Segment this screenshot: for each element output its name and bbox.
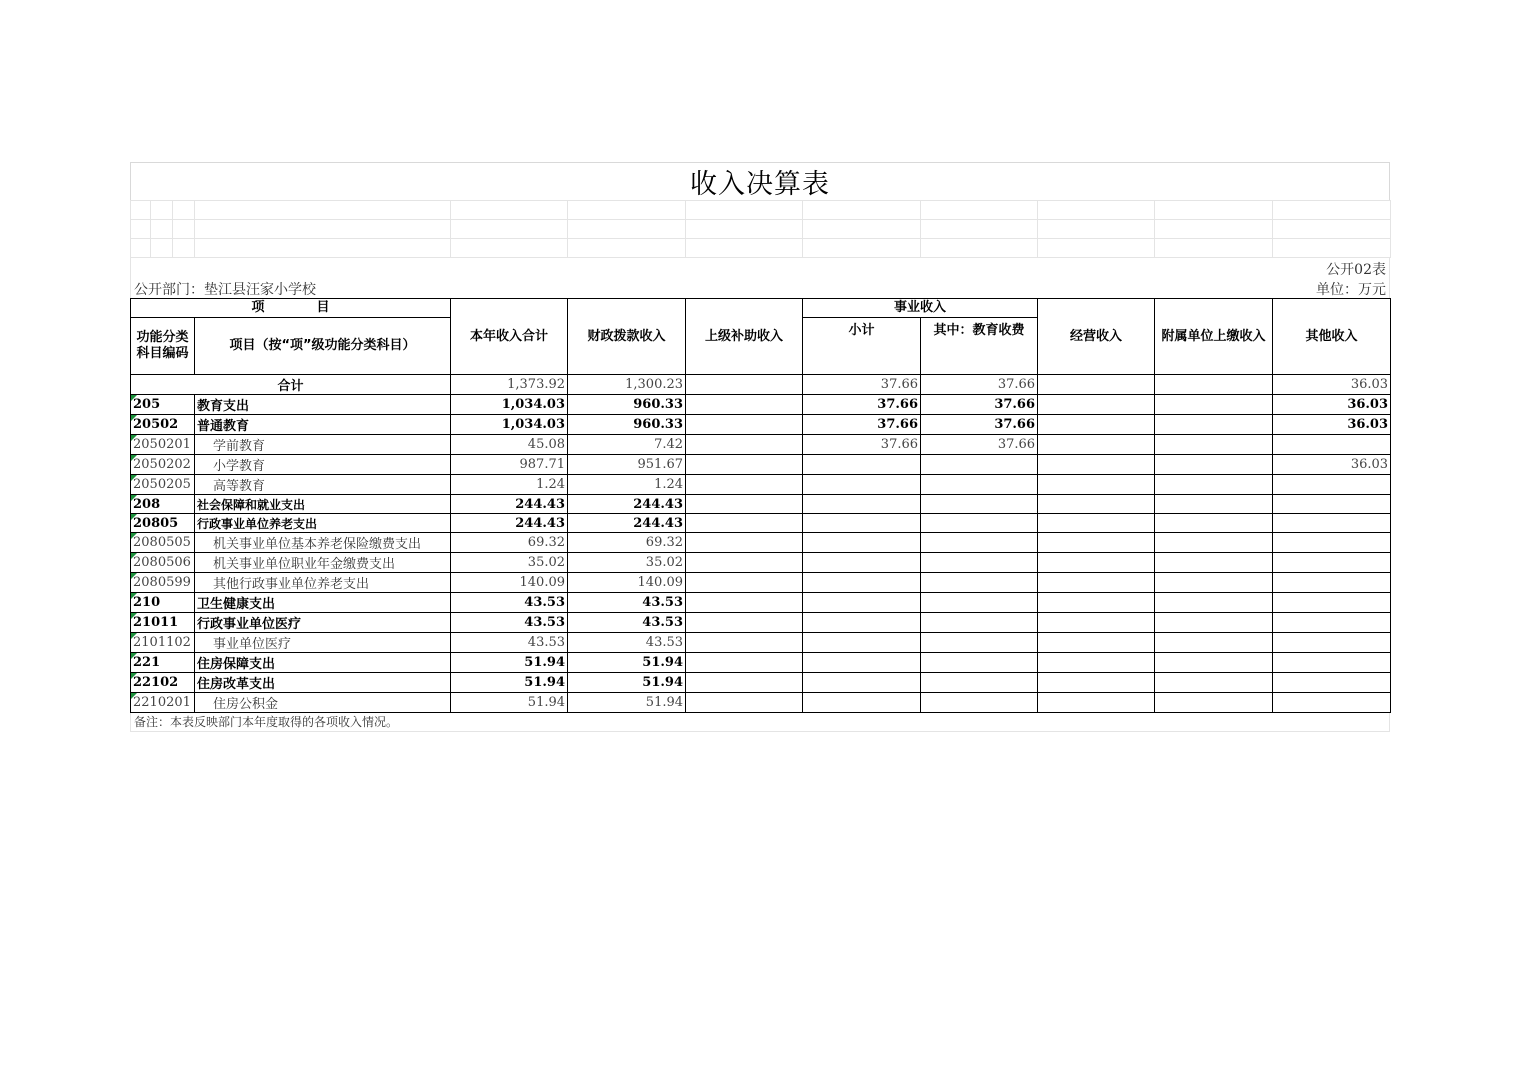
- cell-total: 244.43: [451, 514, 568, 533]
- cell-operating: [1038, 514, 1155, 533]
- cell-subtotal: [803, 495, 921, 514]
- cell-flag-icon: [131, 395, 137, 401]
- cell-name: 行政事业单位医疗: [195, 613, 451, 633]
- cell-affiliated: [1155, 553, 1273, 573]
- cell-affiliated: [1155, 375, 1273, 395]
- cell-edu-fee: [921, 653, 1038, 673]
- cell-fiscal: 51.94: [568, 673, 686, 693]
- cell-subtotal: 37.66: [803, 395, 921, 415]
- cell-name: 机关事业单位职业年金缴费支出: [195, 553, 451, 573]
- cell-name: 住房保障支出: [195, 653, 451, 673]
- cell-operating: [1038, 673, 1155, 693]
- cell-fiscal: 140.09: [568, 573, 686, 593]
- cell-fiscal: 51.94: [568, 653, 686, 673]
- cell-other: [1273, 514, 1391, 533]
- cell-flag-icon: [131, 553, 137, 559]
- cell-fiscal: 7.42: [568, 435, 686, 455]
- cell-flag-icon: [131, 415, 137, 421]
- table-row: [131, 613, 1391, 633]
- cell-total: 43.53: [451, 593, 568, 613]
- cell-code: 2080505: [131, 533, 195, 553]
- cell-code: 221: [131, 653, 195, 673]
- cell-code: 2080506: [131, 553, 195, 573]
- header-edu-fee: 其中：教育收费: [921, 318, 1038, 345]
- cell-other: [1273, 435, 1391, 455]
- header-subtotal: 小计: [803, 318, 921, 345]
- cell-edu-fee: 37.66: [921, 375, 1038, 395]
- cell-subtotal: 37.66: [803, 415, 921, 435]
- cell-subtotal: [803, 514, 921, 533]
- cell-other: 36.03: [1273, 415, 1391, 435]
- cell-subtotal: [803, 653, 921, 673]
- cell-flag-icon: [131, 435, 137, 441]
- cell-subtotal: 37.66: [803, 435, 921, 455]
- cell-operating: [1038, 693, 1155, 713]
- cell-affiliated: [1155, 633, 1273, 653]
- cell-superior: [686, 495, 803, 514]
- cell-total: 1.24: [451, 475, 568, 495]
- cell-code: 2210201: [131, 693, 195, 713]
- table-row: [131, 673, 1391, 693]
- department-row: [130, 278, 1390, 298]
- cell-total: 51.94: [451, 673, 568, 693]
- cell-affiliated: [1155, 415, 1273, 435]
- cell-edu-fee: 37.66: [921, 395, 1038, 415]
- cell-name: 行政事业单位养老支出: [195, 514, 451, 533]
- cell-affiliated: [1155, 593, 1273, 613]
- cell-other: 36.03: [1273, 455, 1391, 475]
- cell-flag-icon: [131, 593, 137, 599]
- cell-edu-fee: [921, 475, 1038, 495]
- cell-affiliated: [1155, 693, 1273, 713]
- cell-total: 51.94: [451, 653, 568, 673]
- cell-code: 2050205: [131, 475, 195, 495]
- cell-subtotal: [803, 553, 921, 573]
- cell-name: 其他行政事业单位养老支出: [195, 573, 451, 593]
- cell-edu-fee: [921, 633, 1038, 653]
- cell-fiscal: 35.02: [568, 553, 686, 573]
- unit-label: 单位：万元: [1316, 282, 1386, 298]
- cell-total: 1,034.03: [451, 395, 568, 415]
- cell-affiliated: [1155, 455, 1273, 475]
- cell-other: [1273, 613, 1391, 633]
- cell-name: 住房改革支出: [195, 673, 451, 693]
- cell-other: 36.03: [1273, 395, 1391, 415]
- cell-name: 住房公积金: [195, 693, 451, 713]
- cell-edu-fee: [921, 455, 1038, 475]
- cell-operating: [1038, 553, 1155, 573]
- cell-superior: [686, 514, 803, 533]
- cell-flag-icon: [131, 633, 137, 639]
- cell-flag-icon: [131, 495, 137, 501]
- cell-affiliated: [1155, 475, 1273, 495]
- cell-superior: [686, 475, 803, 495]
- cell-edu-fee: [921, 693, 1038, 713]
- cell-fiscal: 960.33: [568, 415, 686, 435]
- cell-superior: [686, 375, 803, 395]
- cell-fiscal: 244.43: [568, 495, 686, 514]
- cell-superior: [686, 593, 803, 613]
- cell-operating: [1038, 455, 1155, 475]
- cell-flag-icon: [131, 613, 137, 619]
- cell-flag-icon: [131, 693, 137, 699]
- table-row: [131, 553, 1391, 573]
- cell-fiscal: 244.43: [568, 514, 686, 533]
- blank-grid: [130, 200, 1391, 258]
- cell-affiliated: [1155, 533, 1273, 553]
- cell-subtotal: [803, 633, 921, 653]
- table-row: [131, 533, 1391, 553]
- cell-total: 45.08: [451, 435, 568, 455]
- cell-superior: [686, 573, 803, 593]
- cell-edu-fee: [921, 613, 1038, 633]
- cell-code: 210: [131, 593, 195, 613]
- cell-superior: [686, 653, 803, 673]
- cell-subtotal: [803, 593, 921, 613]
- footnote: 备注：本表反映部门本年度取得的各项收入情况。: [130, 713, 1390, 732]
- cell-code: 2050202: [131, 455, 195, 475]
- cell-fiscal: 1.24: [568, 475, 686, 495]
- cell-operating: [1038, 375, 1155, 395]
- cell-total: 1,034.03: [451, 415, 568, 435]
- table-row: [131, 455, 1391, 475]
- table-row: [131, 653, 1391, 673]
- total-row: [131, 375, 1391, 395]
- header-name: 项目（按“项”级功能分类科目）: [195, 318, 451, 375]
- cell-affiliated: [1155, 395, 1273, 415]
- header-operating: 经营收入: [1038, 299, 1155, 375]
- cell-code: 2101102: [131, 633, 195, 653]
- cell-total: 987.71: [451, 455, 568, 475]
- cell-edu-fee: [921, 573, 1038, 593]
- cell-operating: [1038, 593, 1155, 613]
- cell-superior: [686, 553, 803, 573]
- header-business: 事业收入: [803, 299, 1038, 318]
- cell-other: [1273, 495, 1391, 514]
- cell-code: 21011: [131, 613, 195, 633]
- cell-other: [1273, 573, 1391, 593]
- cell-subtotal: [803, 475, 921, 495]
- cell-total: 69.32: [451, 533, 568, 553]
- cell-total: 43.53: [451, 633, 568, 653]
- cell-superior: [686, 395, 803, 415]
- cell-code: 208: [131, 495, 195, 514]
- cell-affiliated: [1155, 653, 1273, 673]
- cell-superior: [686, 533, 803, 553]
- header-total: 本年收入合计: [451, 299, 568, 375]
- cell-other: [1273, 553, 1391, 573]
- cell-code: 20805: [131, 514, 195, 533]
- cell-affiliated: [1155, 573, 1273, 593]
- income-table: [130, 298, 1391, 713]
- cell-edu-fee: 37.66: [921, 435, 1038, 455]
- cell-edu-fee: [921, 553, 1038, 573]
- cell-fiscal: 43.53: [568, 633, 686, 653]
- cell-other: [1273, 653, 1391, 673]
- cell-subtotal: 37.66: [803, 375, 921, 395]
- report-title: 收入决算表: [130, 162, 1390, 200]
- cell-edu-fee: [921, 514, 1038, 533]
- cell-code: 2080599: [131, 573, 195, 593]
- cell-total: 1,373.92: [451, 375, 568, 395]
- report-sheet: [130, 162, 1390, 732]
- cell-edu-fee: 37.66: [921, 415, 1038, 435]
- cell-flag-icon: [131, 653, 137, 659]
- cell-total: 43.53: [451, 613, 568, 633]
- cell-flag-icon: [131, 533, 137, 539]
- cell-name: 事业单位医疗: [195, 633, 451, 653]
- cell-other: 36.03: [1273, 375, 1391, 395]
- cell-subtotal: [803, 533, 921, 553]
- cell-operating: [1038, 415, 1155, 435]
- table-row: [131, 633, 1391, 653]
- cell-edu-fee: [921, 533, 1038, 553]
- header-superior: 上级补助收入: [686, 299, 803, 375]
- header-code: 功能分类科目编码: [131, 318, 195, 375]
- cell-flag-icon: [131, 673, 137, 679]
- cell-superior: [686, 673, 803, 693]
- table-row: [131, 415, 1391, 435]
- cell-name: 卫生健康支出: [195, 593, 451, 613]
- cell-code: 2050201: [131, 435, 195, 455]
- cell-superior: [686, 633, 803, 653]
- department-label: 公开部门：垫江县汪家小学校: [134, 282, 316, 298]
- cell-flag-icon: [131, 573, 137, 579]
- table-row: [131, 435, 1391, 455]
- cell-total: 140.09: [451, 573, 568, 593]
- cell-operating: [1038, 573, 1155, 593]
- cell-other: [1273, 593, 1391, 613]
- header-affiliated: 附属单位上缴收入: [1155, 299, 1273, 375]
- header-fiscal: 财政拨款收入: [568, 299, 686, 375]
- table-row: [131, 514, 1391, 533]
- cell-subtotal: [803, 613, 921, 633]
- cell-subtotal: [803, 455, 921, 475]
- cell-affiliated: [1155, 495, 1273, 514]
- cell-superior: [686, 415, 803, 435]
- cell-superior: [686, 693, 803, 713]
- cell-affiliated: [1155, 514, 1273, 533]
- table-row: [131, 395, 1391, 415]
- cell-operating: [1038, 435, 1155, 455]
- cell-name: 高等教育: [195, 475, 451, 495]
- cell-fiscal: 51.94: [568, 693, 686, 713]
- cell-name: 机关事业单位基本养老保险缴费支出: [195, 533, 451, 553]
- cell-operating: [1038, 533, 1155, 553]
- cell-total: 35.02: [451, 553, 568, 573]
- cell-fiscal: 960.33: [568, 395, 686, 415]
- table-row: [131, 593, 1391, 613]
- cell-flag-icon: [131, 455, 137, 461]
- cell-operating: [1038, 613, 1155, 633]
- cell-operating: [1038, 653, 1155, 673]
- table-row: [131, 475, 1391, 495]
- header-item: 项 目: [131, 299, 451, 318]
- cell-subtotal: [803, 573, 921, 593]
- cell-flag-icon: [131, 475, 137, 481]
- cell-name: 教育支出: [195, 395, 451, 415]
- cell-code: 20502: [131, 415, 195, 435]
- cell-fiscal: 43.53: [568, 613, 686, 633]
- cell-affiliated: [1155, 673, 1273, 693]
- cell-operating: [1038, 495, 1155, 514]
- table-row: [131, 693, 1391, 713]
- cell-code: 22102: [131, 673, 195, 693]
- cell-name: 小学教育: [195, 455, 451, 475]
- cell-other: [1273, 475, 1391, 495]
- cell-name: 学前教育: [195, 435, 451, 455]
- cell-other: [1273, 533, 1391, 553]
- cell-edu-fee: [921, 495, 1038, 514]
- cell-subtotal: [803, 673, 921, 693]
- cell-total: 51.94: [451, 693, 568, 713]
- cell-subtotal: [803, 693, 921, 713]
- cell-edu-fee: [921, 593, 1038, 613]
- cell-operating: [1038, 633, 1155, 653]
- cell-affiliated: [1155, 613, 1273, 633]
- cell-superior: [686, 435, 803, 455]
- cell-fiscal: 951.67: [568, 455, 686, 475]
- table-row: [131, 573, 1391, 593]
- cell-other: [1273, 673, 1391, 693]
- cell-other: [1273, 633, 1391, 653]
- cell-name: 社会保障和就业支出: [195, 495, 451, 514]
- form-number: 公开02表: [1326, 262, 1386, 278]
- table-row: [131, 495, 1391, 514]
- header-other: 其他收入: [1273, 299, 1391, 375]
- cell-operating: [1038, 395, 1155, 415]
- cell-code: 205: [131, 395, 195, 415]
- cell-total: 244.43: [451, 495, 568, 514]
- cell-fiscal: 1,300.23: [568, 375, 686, 395]
- cell-affiliated: [1155, 435, 1273, 455]
- cell-superior: [686, 455, 803, 475]
- cell-edu-fee: [921, 673, 1038, 693]
- cell-other: [1273, 693, 1391, 713]
- cell-fiscal: 69.32: [568, 533, 686, 553]
- cell-flag-icon: [131, 514, 137, 520]
- form-number-row: [130, 258, 1390, 278]
- cell-name: 普通教育: [195, 415, 451, 435]
- cell-fiscal: 43.53: [568, 593, 686, 613]
- cell-superior: [686, 613, 803, 633]
- total-label: 合计: [131, 375, 451, 395]
- cell-operating: [1038, 475, 1155, 495]
